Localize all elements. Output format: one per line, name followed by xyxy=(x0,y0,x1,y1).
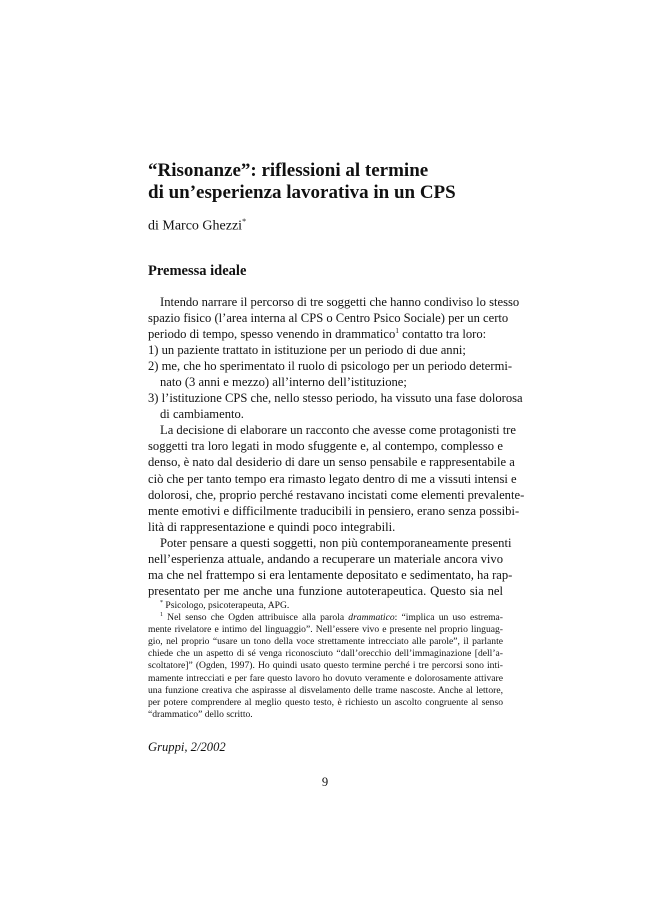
footnote-line: gio, nel proprio “usare un tono della voce strettamente intrecciato alle parole”, il parlante xyxy=(148,636,503,648)
body-line: La decisione di elaborare un racconto che avesse come protagonisti tre xyxy=(160,423,516,438)
footnote-ref-1: 1 xyxy=(395,325,400,335)
body-line: mente emotivi e difficilmente traducibili in pensiero, erano senza possibi- xyxy=(148,503,520,518)
body-line: Intendo narrare il percorso di tre soggetti che hanno condiviso lo stesso xyxy=(160,295,520,309)
list-item-2: 2) me, che ho sperimentato il ruolo di psicologo per un periodo determi- xyxy=(148,359,513,374)
body-line-text: periodo di tempo, spesso venendo in drammatico xyxy=(148,327,396,342)
body-text xyxy=(148,294,525,599)
footnote-marker: 1 xyxy=(160,611,163,618)
body-line: dolorosi, che, proprio perché restavano incistati come elementi prevalente- xyxy=(148,487,525,502)
footnote-line: chiede che un aspetto di sé venga riconosciuto “dall’orecchio dell’immaginazione [dell’a- xyxy=(148,648,503,660)
body-line: nell’esperienza attuale, andando a recuperare un materiale ancora vivo xyxy=(148,551,503,566)
body-line xyxy=(148,326,503,342)
title-line-2: di un’esperienza lavorativa in un CPS xyxy=(148,182,456,203)
section-heading: Premessa ideale xyxy=(148,263,247,279)
list-item-2-cont: nato (3 anni e mezzo) all’interno dell’istituzione; xyxy=(160,375,407,390)
footnote-emphasis: drammatico xyxy=(348,612,395,624)
body-line: spazio fisico (l’area interna al CPS o Centro Psico Sociale) per un certo xyxy=(148,311,509,326)
footnote-1 xyxy=(148,612,503,624)
list-item-3-cont: di cambiamento. xyxy=(160,407,244,422)
body-line-text: contatto tra loro: xyxy=(399,327,487,342)
footnote-text: : “implica un uso estrema- xyxy=(394,612,503,624)
article-title xyxy=(148,160,528,204)
author-name: di Marco Ghezzi xyxy=(148,218,243,234)
body-line: ma che nel frattempo si era lentamente depositato e sedimentato, ha rap- xyxy=(148,567,513,582)
footnote-author xyxy=(148,600,503,612)
journal-citation: Gruppi, 2/2002 xyxy=(148,740,226,754)
list-item-1: 1) un paziente trattato in istituzione per un periodo di due anni; xyxy=(148,343,466,358)
author-footnote-marker: * xyxy=(242,217,247,226)
footnote-marker: * xyxy=(160,599,163,606)
footnote-line: mamente intrecciati e per fare questo lavoro ho dovuto veramente e dolorosamente attivare xyxy=(148,672,503,684)
body-line: ciò che per tanto tempo era rimasto legato dentro di me a vissuti intensi e xyxy=(148,471,517,486)
body-line: Poter pensare a questi soggetti, non più contemporaneamente presenti xyxy=(160,535,512,550)
body-line: presentato per me anche una funzione autoterapeutica. Questo sia nel xyxy=(148,583,503,598)
footnote-line: “drammatico” dello scritto. xyxy=(148,708,253,720)
list-item-3: 3) l’istituzione CPS che, nello stesso periodo, ha vissuto una fase dolorosa xyxy=(148,391,523,406)
page-number: 9 xyxy=(321,775,329,789)
body-line: lità di rappresentazione e quindi poco integrabili. xyxy=(148,519,396,534)
footnote-text: Psicologo, psicoterapeuta, APG. xyxy=(163,600,290,611)
title-line-1: “Risonanze”: riflessioni al termine xyxy=(148,160,429,181)
author-byline xyxy=(148,213,246,236)
footnote-line: mente rivelatore e intimo del linguaggio”. Nell’essere vivo e presente nel proprio linguag- xyxy=(148,624,503,636)
footnote-line: una funzione creativa che aspirasse al disvelamento delle trame nascoste. Anche al lettore, xyxy=(148,684,503,696)
body-line: denso, è nato dal desiderio di dare un senso pensabile e rappresentabile a xyxy=(148,455,515,470)
body-line: soggetti tra loro legati in modo sfuggente e, al contempo, complesso e xyxy=(148,439,503,454)
footnotes xyxy=(148,600,503,721)
footnote-line: per potere comprendere al meglio questo testo, è richiesto un ascolto congruente al senso xyxy=(148,696,503,708)
footnote-line: scoltatore]” (Ogden, 1997). Ho quindi usato questo termine perché i tre percorsi sono inti- xyxy=(148,660,503,672)
footnote-text: Nel senso che Ogden attribuisce alla parola xyxy=(163,612,349,624)
